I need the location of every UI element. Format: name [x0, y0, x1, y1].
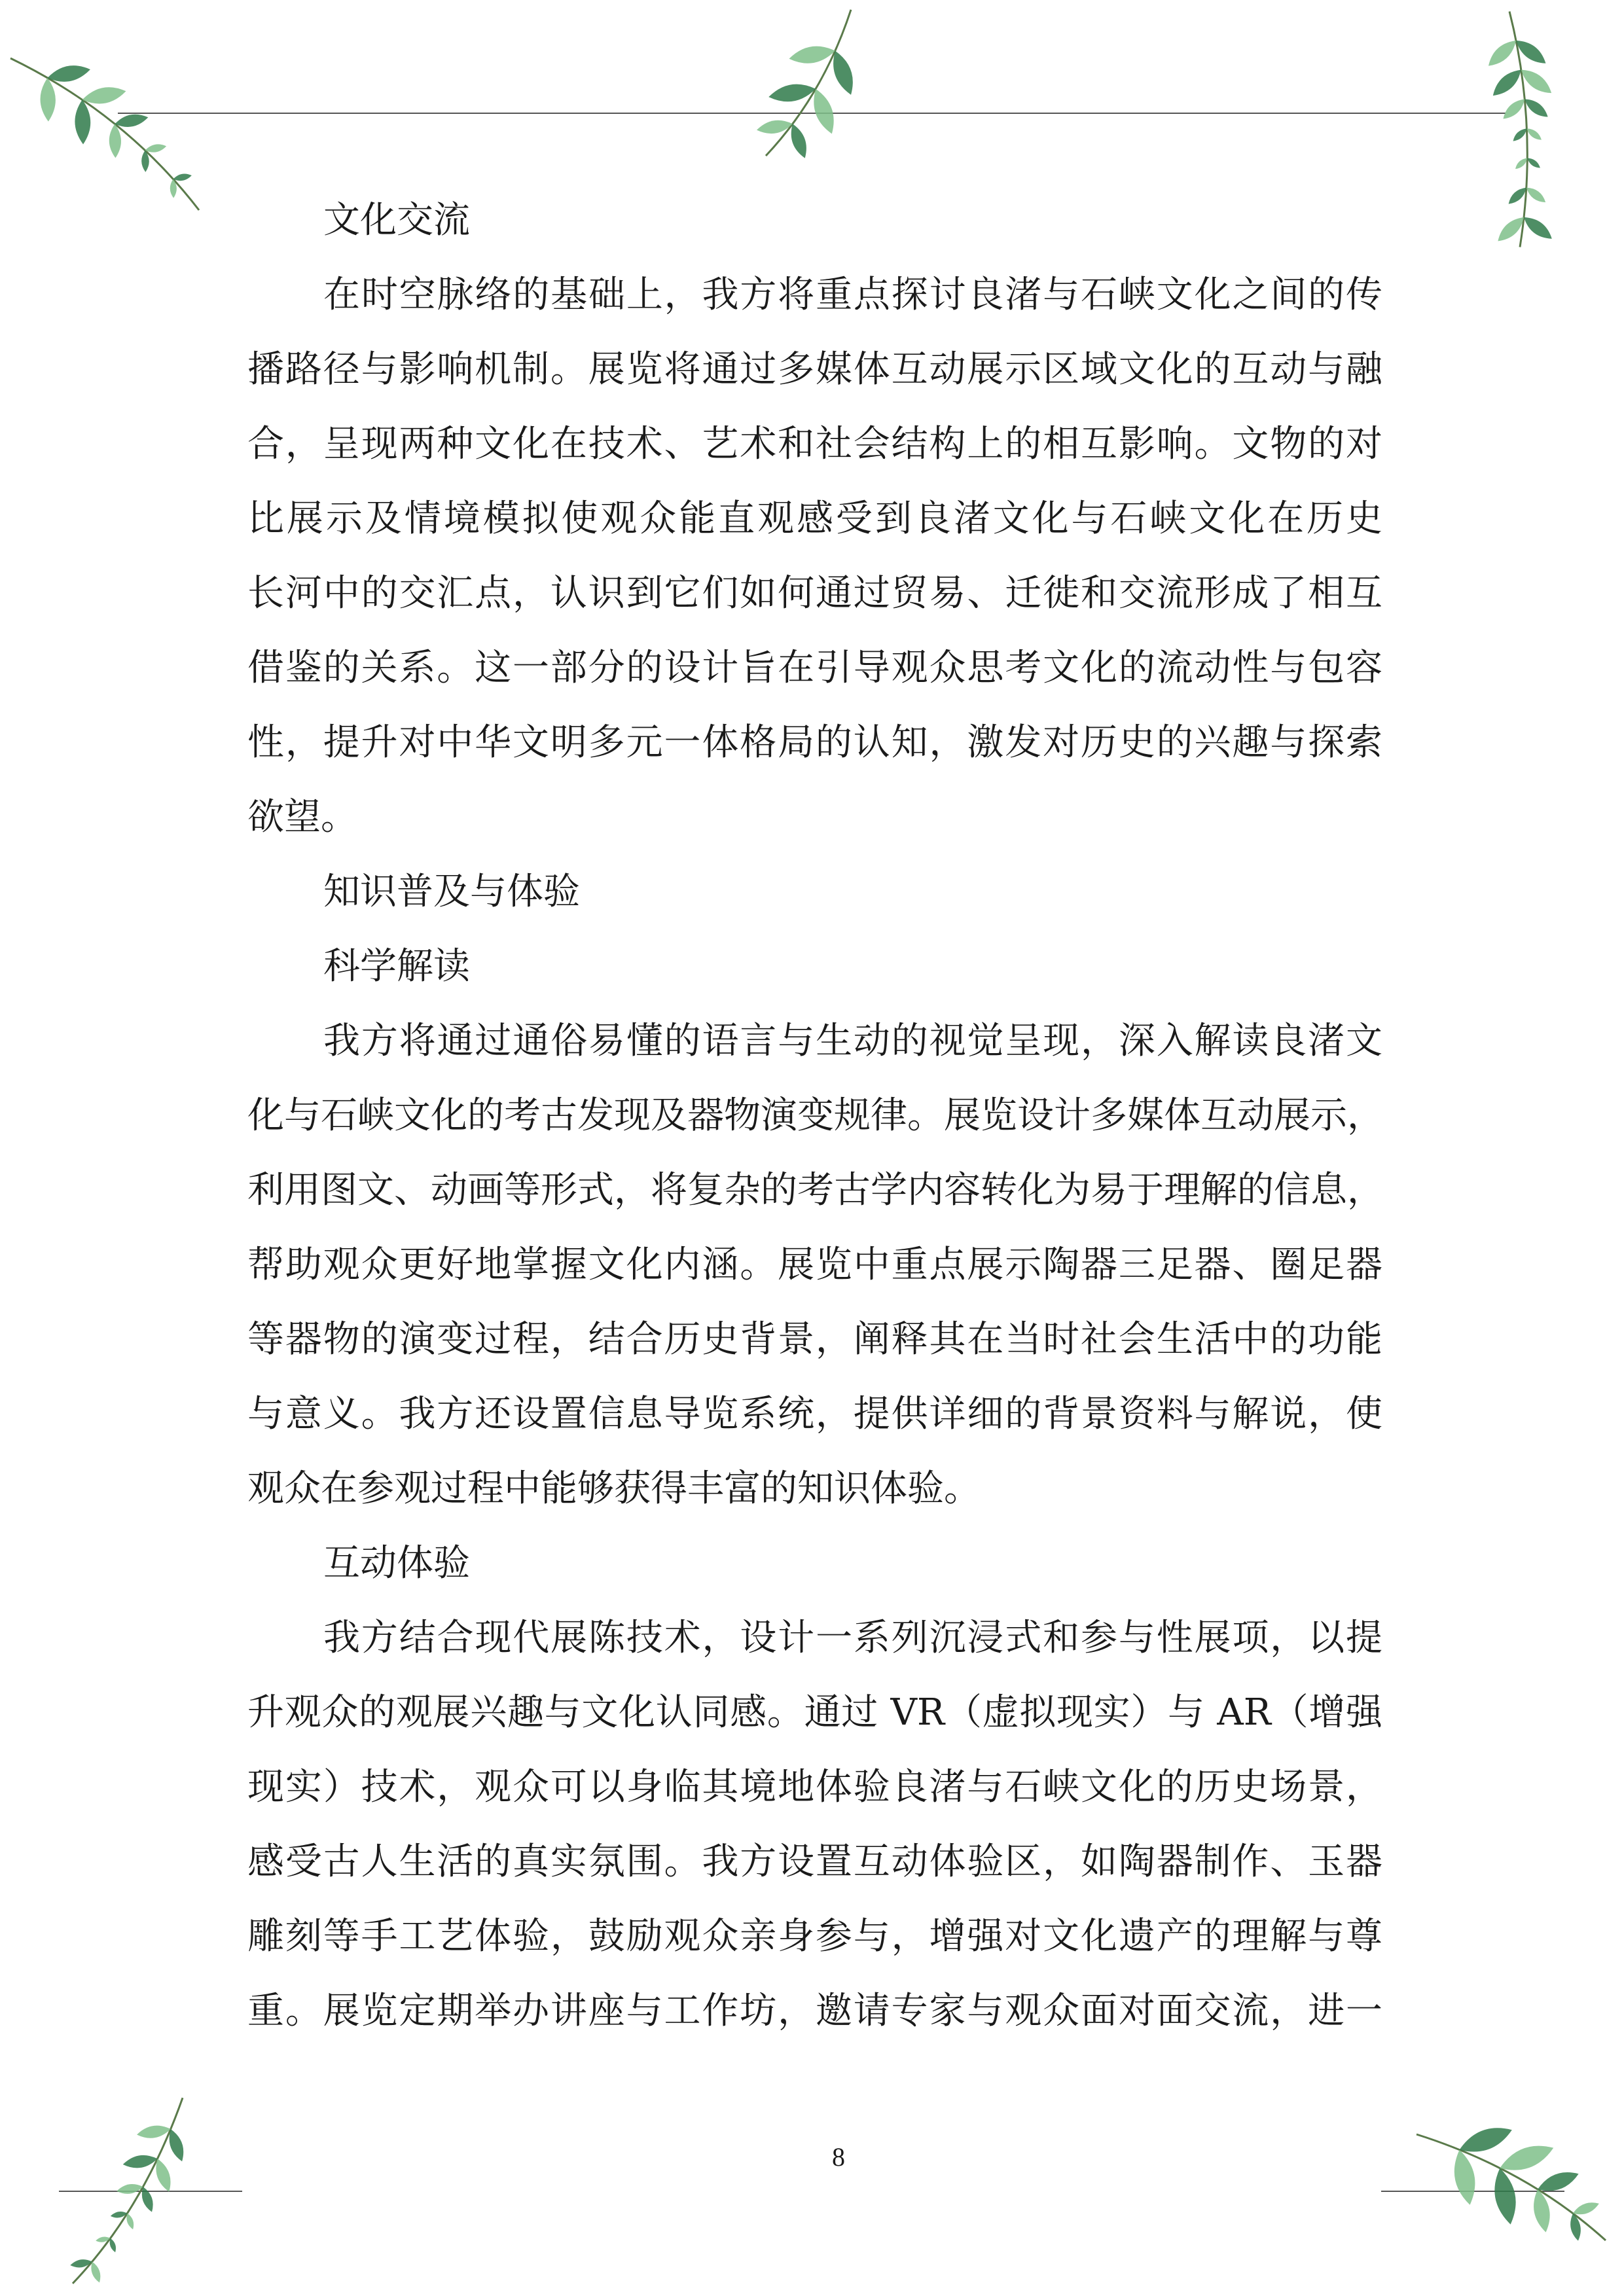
paragraph-line: 长河中的交汇点，认识到它们如何通过贸易、迁徙和交流形成了相互: [247, 572, 1382, 615]
paragraph-line: 感受古人生活的真实氛围。我方设置互动体验区，如陶器制作、玉器: [247, 1840, 1382, 1883]
leaf-decoration-top-left: [0, 39, 209, 229]
leaf-decoration-top-center: [740, 7, 871, 164]
leaf-sprig-icon: [0, 39, 209, 229]
paragraph-line: 观众在参观过程中能够获得丰富的知识体验。: [247, 1467, 981, 1510]
paragraph-line: 等器物的演变过程，结合历史背景，阐释其在当时社会生活中的功能: [247, 1318, 1382, 1361]
page-number: 8: [832, 2142, 845, 2172]
paragraph-line: 在时空脉络的基础上，我方将重点探讨良渚与石峡文化之间的传: [323, 274, 1382, 316]
paragraph-line: 性，提升对中华文明多元一体格局的认知，激发对历史的兴趣与探索: [247, 721, 1382, 764]
paragraph-line: 现实）技术，观众可以身临其境地体验良渚与石峡文化的历史场景，: [247, 1766, 1382, 1808]
paragraph-line: 比展示及情境模拟使观众能直观感受到良渚文化与石峡文化在历史: [247, 497, 1382, 540]
leaf-sprig-icon: [1394, 7, 1604, 252]
section-heading: 文化交流: [323, 199, 470, 242]
section-heading: 互动体验: [323, 1542, 470, 1585]
leaf-sprig-icon: [740, 7, 871, 164]
paragraph-line: 雕刻等手工艺体验，鼓励观众亲身参与，增强对文化遗产的理解与尊: [247, 1915, 1382, 1958]
paragraph-line: 升观众的观展兴趣与文化认同感。通过 VR（虚拟现实）与 AR（增强: [247, 1691, 1382, 1734]
section-heading: 知识普及与体验: [323, 870, 580, 913]
paragraph-line: 我方结合现代展陈技术，设计一系列沉浸式和参与性展项，以提: [323, 1617, 1382, 1659]
paragraph-line: 合，呈现两种文化在技术、艺术和社会结构上的相互影响。文物的对: [247, 423, 1382, 465]
leaf-decoration-top-right: [1394, 7, 1604, 252]
leaf-sprig-icon: [1394, 2081, 1617, 2258]
leaf-sprig-icon: [59, 2088, 196, 2287]
paragraph-line: 利用图文、动画等形式，将复杂的考古学内容转化为易于理解的信息，: [247, 1169, 1384, 1211]
paragraph-line: 播路径与影响机制。展览将通过多媒体互动展示区域文化的互动与融: [247, 348, 1382, 391]
leaf-decoration-bottom-right: [1394, 2081, 1617, 2258]
paragraph-line: 帮助观众更好地掌握文化内涵。展览中重点展示陶器三足器、圈足器: [247, 1244, 1382, 1286]
paragraph-line: 与意义。我方还设置信息导览系统，提供详细的背景资料与解说，使: [247, 1393, 1382, 1435]
document-body: [247, 183, 1382, 2049]
paragraph-line: 借鉴的关系。这一部分的设计旨在引导观众思考文化的流动性与包容: [247, 647, 1382, 689]
leaf-decoration-bottom-left: [59, 2088, 196, 2287]
section-heading: 科学解读: [323, 945, 470, 988]
paragraph-line: 欲望。: [247, 796, 357, 838]
paragraph-line: 重。展览定期举办讲座与工作坊，邀请专家与观众面对面交流，进一: [247, 1990, 1382, 2032]
paragraph-line: 我方将通过通俗易懂的语言与生动的视觉呈现，深入解读良渚文: [323, 1020, 1382, 1062]
paragraph-line: 化与石峡文化的考古发现及器物演变规律。展览设计多媒体互动展示，: [247, 1094, 1384, 1137]
